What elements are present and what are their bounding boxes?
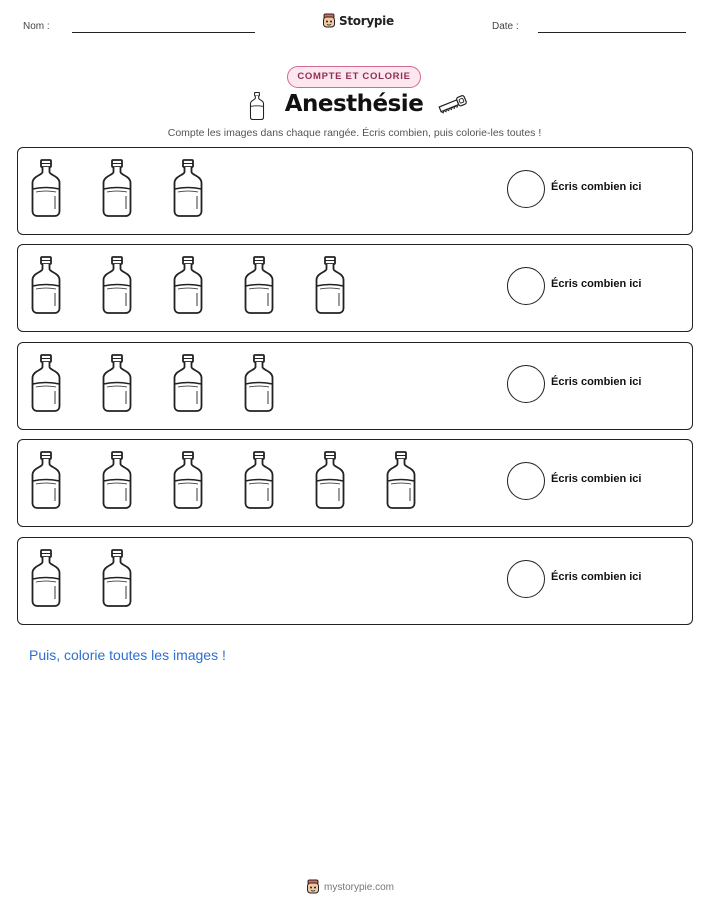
vial-bottle-icon [102,354,132,417]
vial-bottle-icon [102,549,132,612]
name-label: Nom : [23,21,50,32]
vial-bottle-icon [31,549,61,612]
worksheet-header [0,0,709,50]
vial-bottle-icon [315,451,345,514]
vial-bottle-icon [102,451,132,514]
answer-label: Écris combien ici [551,473,642,485]
storypie-mascot-icon [322,13,336,29]
vial-bottle-icon [173,159,203,222]
answer-circle[interactable] [507,560,545,598]
worksheet-title: Anesthésie [284,91,424,117]
footer [306,879,394,895]
date-line[interactable] [538,32,686,33]
answer-label: Écris combien ici [551,376,642,388]
date-label: Date : [492,21,519,32]
footer-url: mystorypie.com [324,881,395,893]
final-instruction: Puis, colorie toutes les images ! [29,647,226,663]
brand-logo [322,13,394,29]
vial-bottle-icon [102,256,132,319]
vial-bottle-icon [173,256,203,319]
activity-badge: COMPTE ET COLORIE [287,66,421,88]
vial-bottle-icon [386,451,416,514]
vial-bottle-icon [244,451,274,514]
answer-label: Écris combien ici [551,278,642,290]
vial-bottle-icon [244,354,274,417]
vial-bottle-icon [31,451,61,514]
counting-row-5 [17,537,693,625]
answer-label: Écris combien ici [551,571,642,583]
answer-circle[interactable] [507,365,545,403]
answer-label: Écris combien ici [551,181,642,193]
vial-bottle-icon [244,256,274,319]
answer-circle[interactable] [507,462,545,500]
vial-bottle-icon [31,354,61,417]
vial-bottle-icon [31,159,61,222]
answer-circle[interactable] [507,170,545,208]
counting-row-4 [17,439,693,527]
name-line[interactable] [72,32,255,33]
vial-bottle-icon [102,159,132,222]
vial-bottle-icon [173,354,203,417]
counting-row-2 [17,244,693,332]
counting-row-3 [17,342,693,430]
brand-name: Storypie [339,14,394,28]
vial-bottle-icon [31,256,61,319]
vial-bottle-icon [315,256,345,319]
vial-bottle-icon [173,451,203,514]
counting-row-1 [17,147,693,235]
storypie-mascot-icon [306,879,320,895]
saw-icon [436,94,468,114]
answer-circle[interactable] [507,267,545,305]
instructions-text: Compte les images dans chaque rangée. Écris combien, puis colorie-les toutes ! [167,127,542,139]
